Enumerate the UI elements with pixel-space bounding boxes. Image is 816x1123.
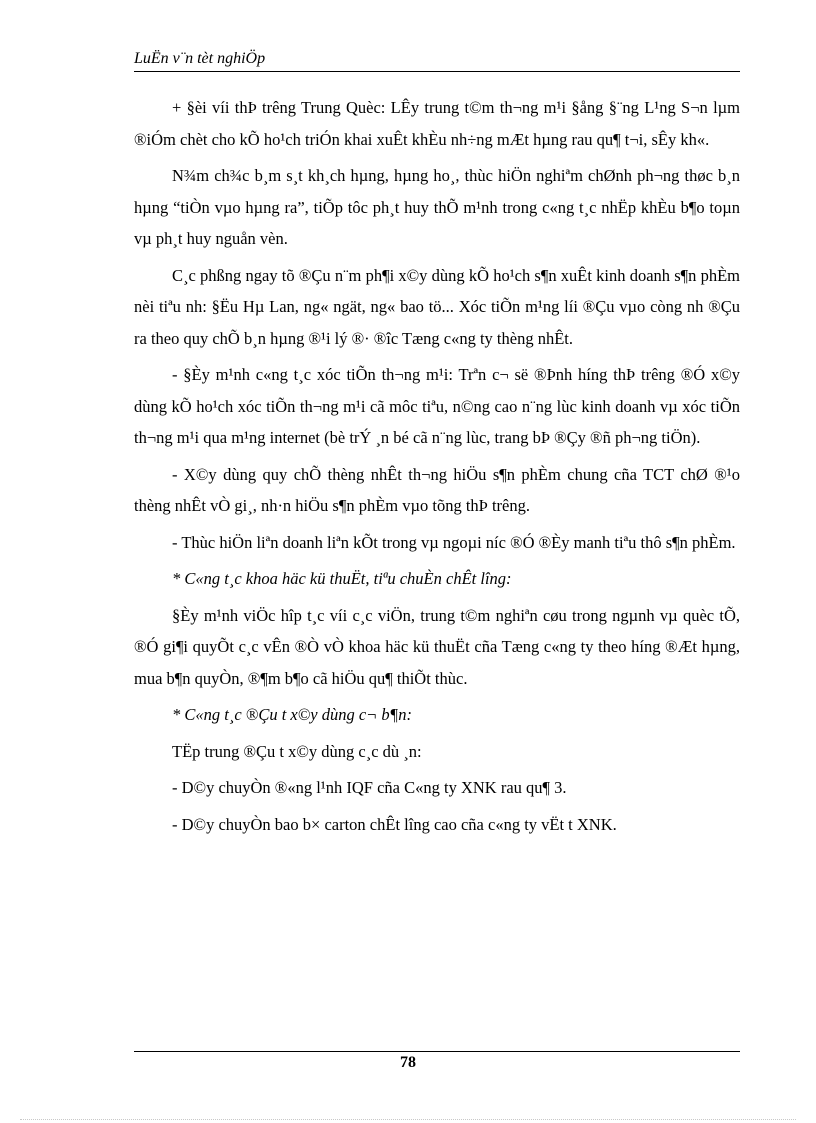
paragraph-brand-regulation: - X©y dùng quy chÕ thèng nhÊt th¬ng hiÖu s¶n phÈm chung cña TCT chØ ®¹o thèng nhÊt vÒ gi¸, nh·n hiÖu s¶n phÈm vµo tõng thÞ trêng. <box>134 464 740 515</box>
paragraph-china-market: + §èi víi thÞ trêng Trung Quèc: LÊy trung t©m th¬ng m¹i §ång §¨ng L¹ng S¬n lµm ®iÓm chèt cho kÕ ho¹ch triÓn khai xuÊt khÈu nh÷ng mÆt hµng rau qu¶ t¬i, sÊy kh«. <box>134 98 740 149</box>
header-divider <box>134 71 740 72</box>
paragraph-investment-focus: TËp trung ®Çu t x©y dùng c¸c dù ¸n: <box>172 741 422 761</box>
running-header: LuËn v¨n tèt nghiÖp <box>134 50 266 67</box>
list-item-carton-line: - D©y chuyÒn bao b× carton chÊt lîng cao cña c«ng ty vËt t XNK. <box>172 814 617 834</box>
heading-science-technology: * C«ng t¸c khoa häc kü thuËt, tiªu chuÈn chÊt lîng: <box>172 569 512 588</box>
paragraph-business-plan: C¸c phßng ngay tõ ®Çu n¨m ph¶i x©y dùng kÕ ho¹ch s¶n xuÊt kinh doanh s¶n phÈm nèi tiªu nh: §Ëu Hµ Lan, ng« ngät, ng« bao tö... Xóc tiÕn m¹ng líi ®Çu vµo còng nh ®Çu ra theo quy chÕ b¸n hµng ®¹i lý ®· ®îc Tæng c«ng ty thèng nhÊt. <box>134 265 740 348</box>
page-bottom-edge <box>20 1119 796 1120</box>
paragraph-customer-management: N¾m ch¾c b¸m s¸t kh¸ch hµng, hµng ho¸, thùc hiÖn nghiªm chØnh ph¬ng thøc b¸n hµng “tiÒn vµo hµng ra”, tiÕp tôc ph¸t huy thÕ m¹nh trong c«ng t¸c nhËp khÈu b¶o toµn vµ ph¸t huy nguån vèn. <box>134 166 740 248</box>
paragraph-trade-promotion: - §Èy m¹nh c«ng t¸c xóc tiÕn th¬ng m¹i: Trªn c¬ së ®Þnh híng thÞ trêng ®Ó x©y dùng kÕ ho¹ch xóc tiÕn th¬ng m¹i cã môc tiªu, n©ng cao n¨ng lùc kinh doanh vµ xóc tiÕn th¬ng m¹i qua m¹ng internet (bè trÝ ¸n bé cã n¨ng lùc, trang bÞ ®Çy ®ñ ph¬ng tiÖn). <box>134 365 740 447</box>
footer-divider <box>134 1051 740 1052</box>
paragraph-joint-venture: - Thùc hiÖn liªn doanh liªn kÕt trong vµ ngoµi níc ®Ó ®Èy manh tiªu thô s¶n phÈm. <box>172 532 736 552</box>
heading-capital-construction: * C«ng t¸c ®Çu t x©y dùng c¬ b¶n: <box>172 705 413 724</box>
page-body <box>134 92 740 845</box>
page-number: 78 <box>400 1054 416 1071</box>
paragraph-research-cooperation: §Èy m¹nh viÖc hîp t¸c víi c¸c viÖn, trung t©m nghiªn cøu trong ngµnh vµ quèc tÕ, ®Ó gi¶i quyÕt c¸c vÊn ®Ò vÒ khoa häc kü thuËt cña Tæng c«ng ty theo híng ®Æt hµng, mua b¶n quyÒn, ®¶m b¶o cã hiÖu qu¶ thiÕt thùc. <box>134 605 740 688</box>
list-item-iqf-line: - D©y chuyÒn ®«ng l¹nh IQF cña C«ng ty XNK rau qu¶ 3. <box>172 778 567 797</box>
